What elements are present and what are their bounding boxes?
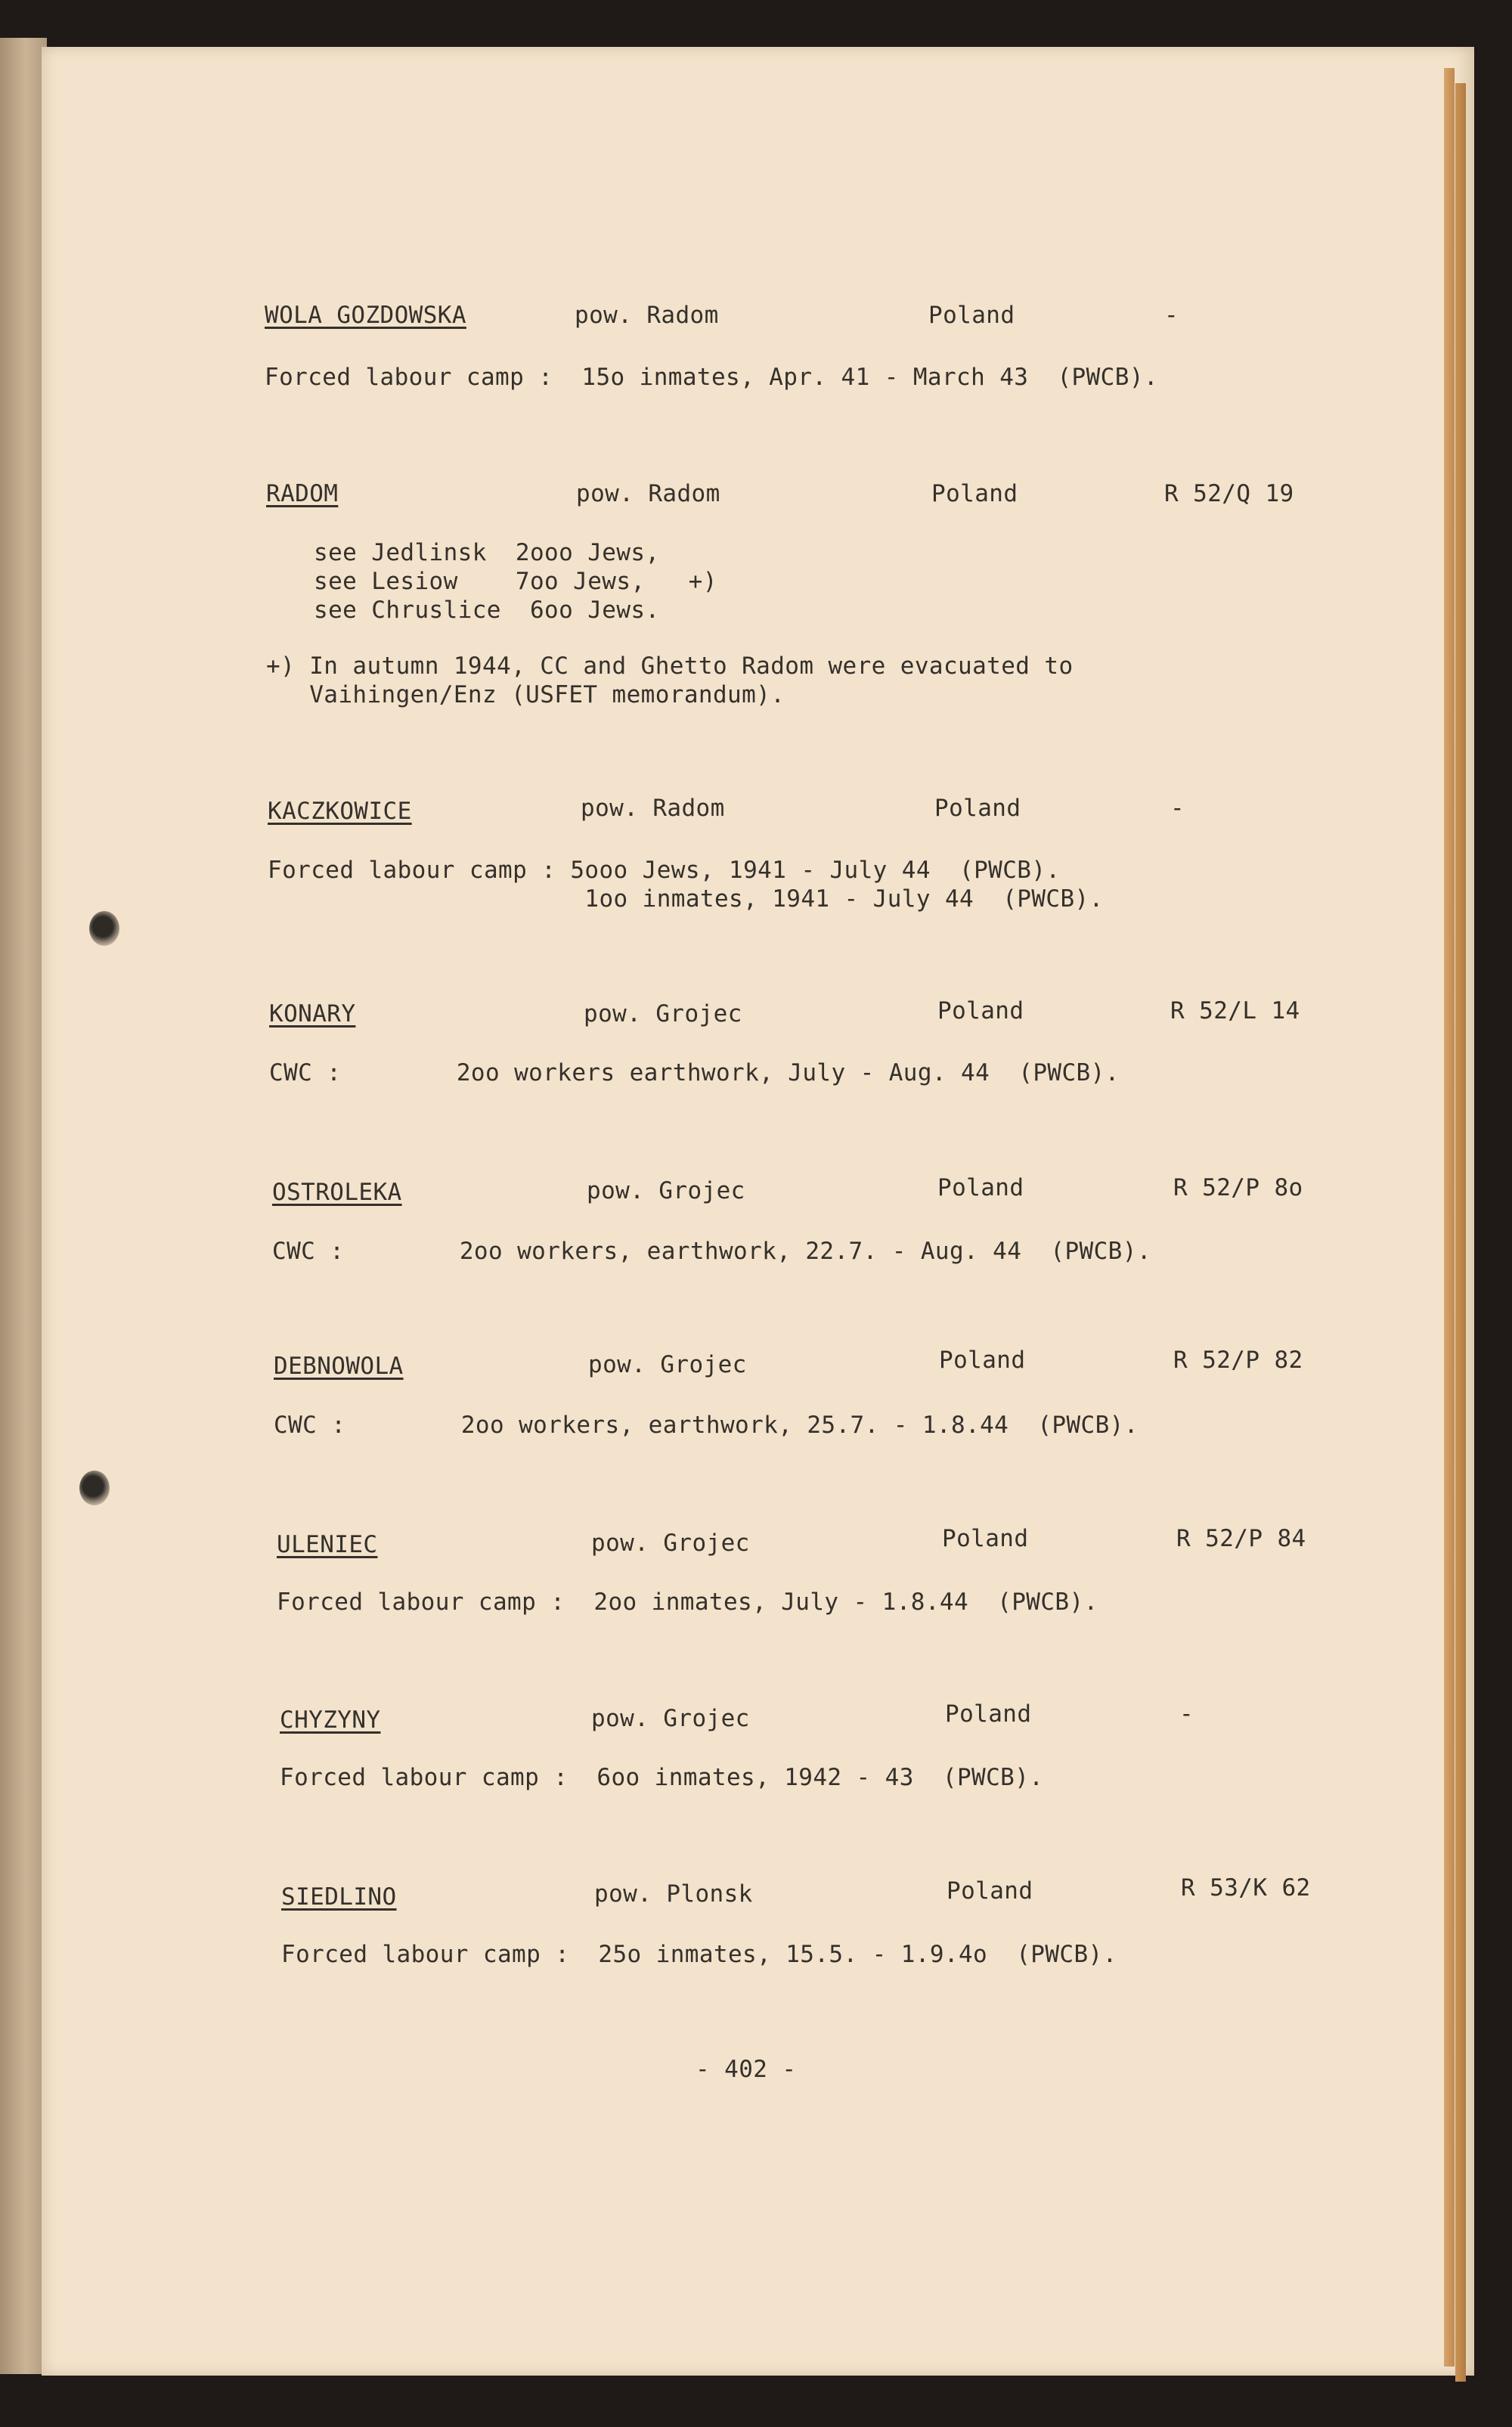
see-line: see Lesiow 7oo Jews, +) <box>314 568 717 595</box>
entry-reference: R 52/P 8o <box>1173 1174 1303 1201</box>
entry-name: KACZKOWICE <box>268 798 412 825</box>
entry-district: pow. Radom <box>581 795 725 822</box>
entry-reference: - <box>1164 302 1179 329</box>
entry-detail: 1oo inmates, 1941 - July 44 (PWCB). <box>268 885 1104 913</box>
entry-country: Poland <box>939 1347 1026 1374</box>
entry-name: DEBNOWOLA <box>274 1353 404 1380</box>
entry-country: Poland <box>947 1877 1033 1905</box>
entry-reference: - <box>1179 1700 1194 1728</box>
footnote-line: +) In autumn 1944, CC and Ghetto Radom were evacuated to <box>266 652 1074 680</box>
book-spine <box>0 38 47 2374</box>
document-page <box>42 47 1474 2376</box>
page-edge <box>1444 68 1455 2367</box>
entry-detail: Forced labour camp : 2oo inmates, July - 1.8.44 (PWCB). <box>277 1589 1098 1616</box>
entry-reference: R 52/Q 19 <box>1164 480 1294 507</box>
entry-detail: Forced labour camp : 25o inmates, 15.5. - 1.9.4o (PWCB). <box>281 1941 1117 1968</box>
entry-country: Poland <box>945 1700 1032 1728</box>
entry-name: WOLA GOZDOWSKA <box>265 302 466 329</box>
entry-district: pow. Radom <box>575 302 719 329</box>
entry-district: pow. Grojec <box>591 1705 750 1732</box>
entry-district: pow. Plonsk <box>594 1880 753 1908</box>
entry-detail: Forced labour camp : 5ooo Jews, 1941 - July 44 (PWCB). <box>268 857 1061 884</box>
entry-district: pow. Grojec <box>588 1351 747 1378</box>
page-edge <box>1455 83 1466 2382</box>
binding-hole <box>89 911 119 946</box>
entry-country: Poland <box>937 1174 1024 1201</box>
entry-detail: Forced labour camp : 6oo inmates, 1942 - 43 (PWCB). <box>280 1764 1044 1791</box>
entry-reference: R 52/P 82 <box>1173 1347 1303 1374</box>
entry-reference: R 52/L 14 <box>1170 997 1300 1024</box>
entry-district: pow. Radom <box>576 480 720 507</box>
entry-country: Poland <box>928 302 1015 329</box>
entry-name: RADOM <box>266 480 339 507</box>
entry-district: pow. Grojec <box>591 1530 750 1557</box>
entry-country: Poland <box>937 997 1024 1024</box>
entry-district: pow. Grojec <box>587 1177 745 1204</box>
entry-detail: CWC : 2oo workers, earthwork, 22.7. - Aug. 44 (PWCB). <box>272 1238 1151 1265</box>
footnote-line: Vaihingen/Enz (USFET memorandum). <box>266 681 785 708</box>
entry-name: KONARY <box>269 1000 356 1028</box>
entry-name: CHYZYNY <box>280 1706 381 1734</box>
see-line: see Chruslice 6oo Jews. <box>314 597 660 624</box>
page-number: - 402 - <box>696 2056 797 2083</box>
see-line: see Jedlinsk 2ooo Jews, <box>314 539 660 566</box>
entry-detail: Forced labour camp : 15o inmates, Apr. 41 - March 43 (PWCB). <box>265 364 1158 391</box>
entry-country: Poland <box>934 795 1021 822</box>
entry-reference: - <box>1170 795 1185 822</box>
entry-country: Poland <box>942 1525 1029 1552</box>
entry-name: SIEDLINO <box>281 1883 397 1911</box>
entry-reference: R 53/K 62 <box>1181 1874 1311 1902</box>
entry-reference: R 52/P 84 <box>1176 1525 1306 1552</box>
entry-country: Poland <box>931 480 1018 507</box>
binding-hole <box>79 1471 110 1505</box>
entry-district: pow. Grojec <box>584 1000 742 1028</box>
entry-name: OSTROLEKA <box>272 1179 402 1206</box>
entry-detail: CWC : 2oo workers, earthwork, 25.7. - 1.8.44 (PWCB). <box>274 1412 1139 1439</box>
entry-detail: CWC : 2oo workers earthwork, July - Aug. 44 (PWCB). <box>269 1059 1120 1086</box>
entry-name: ULENIEC <box>277 1531 378 1558</box>
